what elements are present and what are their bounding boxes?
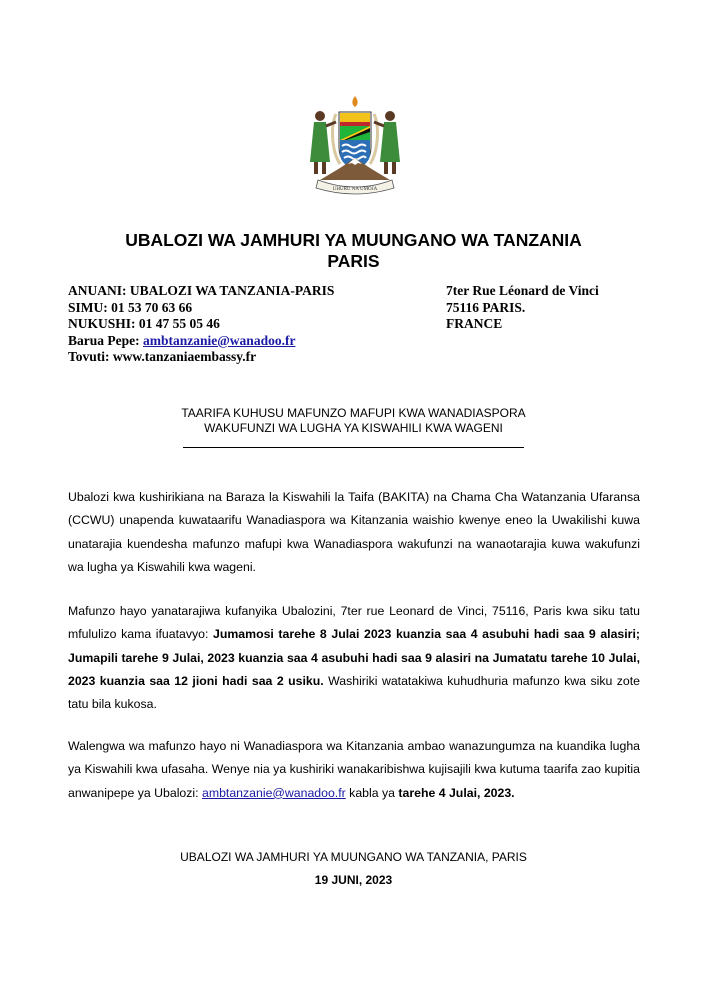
embassy-title-line2: PARIS — [327, 251, 380, 271]
email-link[interactable]: ambtanzanie@wanadoo.fr — [143, 332, 296, 348]
postal-address: ANUANI: UBALOZI WA TANZANIA-PARIS — [68, 283, 335, 298]
subject-line2: WAKUFUNZI WA LUGHA YA KISWAHILI KWA WAGENI — [204, 420, 503, 435]
subject-line1: TAARIFA KUHUSU MAFUNZO MAFUPI KWA WANADIASPORA — [181, 406, 526, 420]
registration-deadline: tarehe 4 Julai, 2023. — [398, 785, 515, 800]
embassy-title-line1: UBALOZI WA JAMHURI YA MUUNGANO WA TANZANIA — [125, 230, 582, 250]
email-label: Barua Pepe: — [68, 332, 143, 348]
address-line3: FRANCE — [446, 316, 503, 332]
tanzania-coat-of-arms-icon — [300, 92, 410, 197]
signature-date: 19 JUNI, 2023 — [314, 873, 393, 887]
address-line2: 75116 PARIS. — [446, 299, 526, 315]
phone-number: SIMU: 01 53 70 63 66 — [68, 299, 193, 315]
paragraph-registration — [68, 735, 640, 805]
registration-email-link[interactable]: ambtanzanie@wanadoo.fr — [202, 785, 346, 800]
email-row — [68, 333, 428, 350]
signature-line: UBALOZI WA JAMHURI YA MUUNGANO WA TANZANIA, PARIS — [180, 850, 527, 864]
schedule-intro: Mafunzo hayo yanatarajiwa kufanyika Ubalozini, 7ter rue Leonard de Vinci, 75116, Paris kwa siku tatu mfululizo kama ifuatavyo: — [68, 604, 640, 642]
signature-block — [60, 846, 647, 892]
motto-text: UHURU NA UMOJA — [332, 187, 378, 192]
paragraph-intro: Ubalozi kwa kushirikiana na Baraza la Kiswahili la Taifa (BAKITA) na Chama Cha Watanzania Ufaransa (CCWU) unapenda kuwataarifu Wanadiaspora wa Kitanzania waishio kwenye eneo la Uwakilishi kuwa unatarajia kuendesha mafunzo mafupi kwa Wanadiaspora wakufunzi na wanaotarajia kuwa wakufunzi wa lugha ya Kiswahili kwa wageni. — [68, 490, 640, 574]
registration-middle: kabla ya — [345, 785, 399, 800]
notice-subject — [140, 406, 567, 435]
street-address — [446, 283, 646, 333]
paragraph-schedule — [68, 600, 640, 716]
contact-details — [68, 283, 428, 366]
address-line1: 7ter Rue Léonard de Vinci — [446, 283, 599, 298]
subject-underline — [183, 447, 524, 448]
fax-number: NUKUSHI: 01 47 55 05 46 — [68, 316, 220, 332]
registration-intro: Walengwa wa mafunzo hayo ni Wanadiaspora wa Kitanzania ambao wanazungumza na kuandika lugha ya Kiswahili kwa ufasaha. Wenye nia ya kushiriki wanakaribishwa kujisajili kwa kutuma taarifa zao kupitia anwanipepe ya Ubalozi: — [68, 739, 640, 800]
schedule-outro: Washiriki watatakiwa kuhudhuria mafunzo kwa siku zote tatu bila kukosa. — [68, 673, 640, 712]
website: Tovuti: www.tanzaniaembassy.fr — [68, 349, 257, 365]
embassy-title — [60, 230, 647, 272]
schedule-dates: Jumamosi tarehe 8 Julai 2023 kuanzia saa 4 asubuhi hadi saa 9 alasiri; Jumapili tarehe 9 Julai, 2023 kuanzia saa 4 asubuhi hadi saa 9 alasiri na Jumatatu tarehe 10 Julai, 2023 kuanzia saa 12 jioni hadi saa 2 usiku. — [68, 627, 640, 688]
